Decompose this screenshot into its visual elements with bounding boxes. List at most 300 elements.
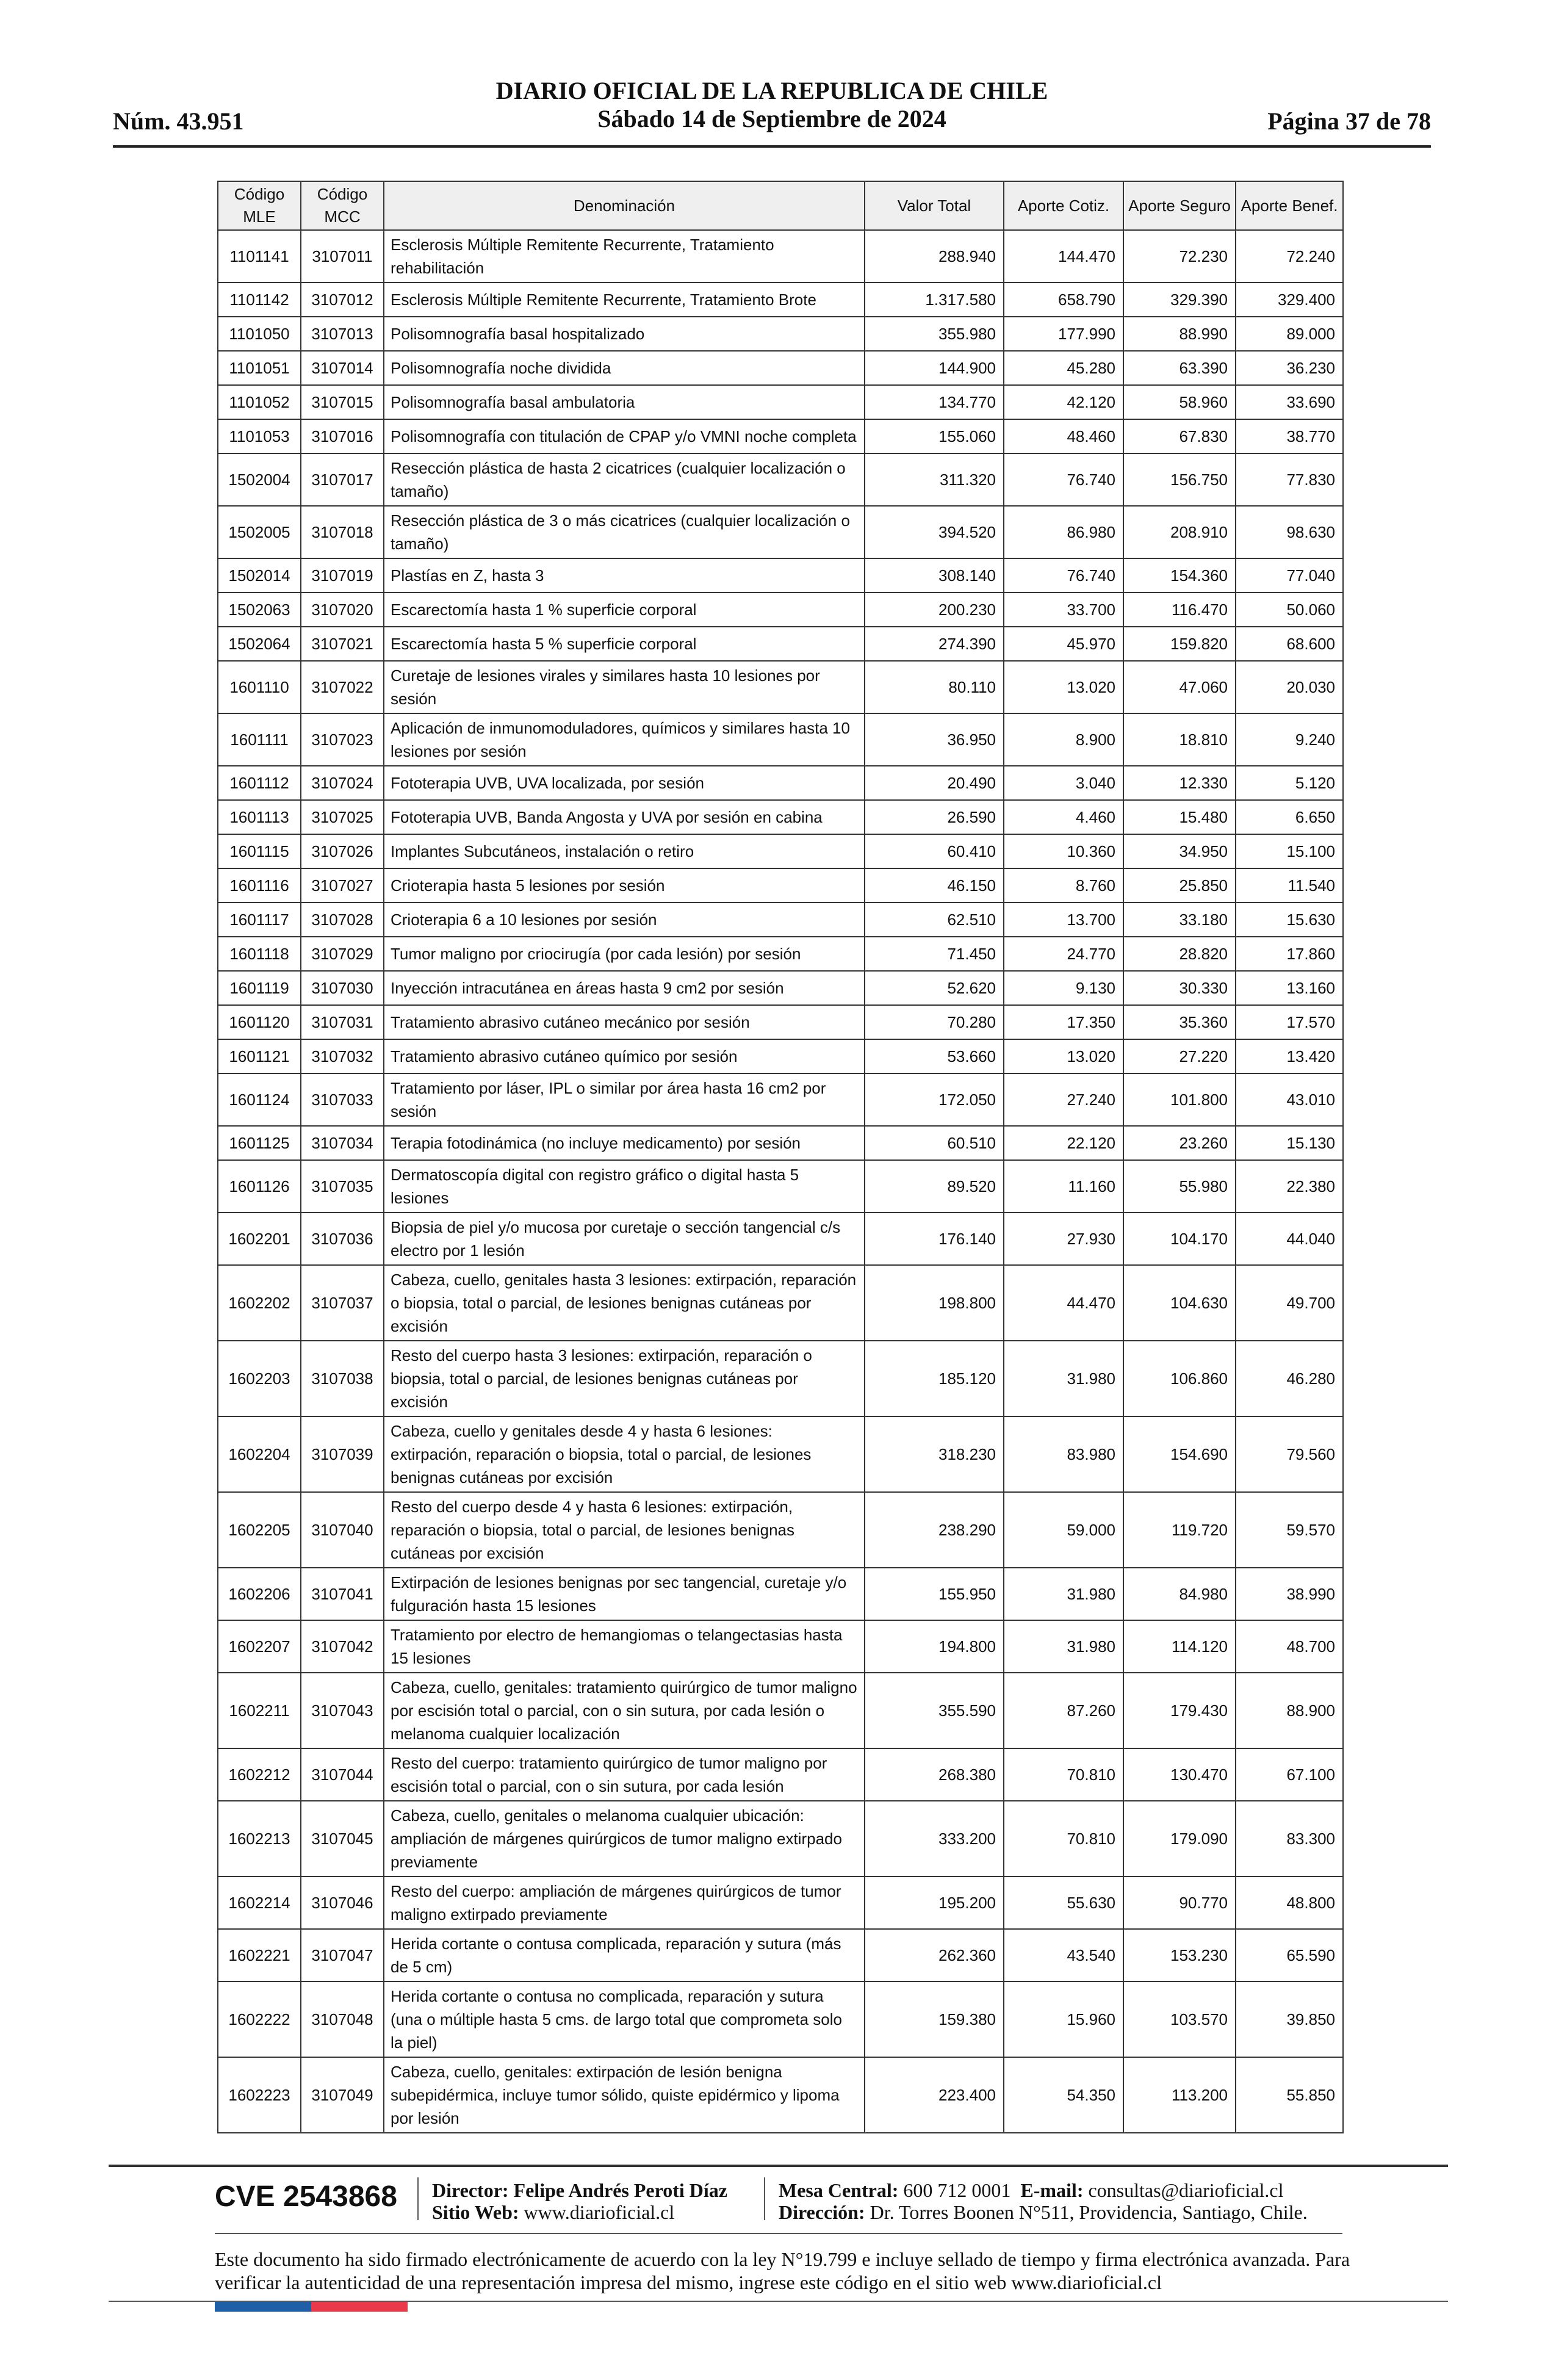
cell-aporte-cotiz: 8.900 <box>1004 713 1123 766</box>
cell-aporte-seguro: 23.260 <box>1123 1126 1236 1160</box>
cell-aporte-cotiz: 13.020 <box>1004 1039 1123 1073</box>
cell-aporte-benef: 50.060 <box>1236 593 1343 627</box>
cell-aporte-cotiz: 70.810 <box>1004 1801 1123 1877</box>
cell-aporte-benef: 48.800 <box>1236 1877 1343 1929</box>
cell-aporte-seguro: 154.360 <box>1123 558 1236 593</box>
cell-aporte-benef: 49.700 <box>1236 1265 1343 1341</box>
cell-code-mcc: 3107047 <box>301 1929 384 1982</box>
cell-code-mle: 1602222 <box>218 1982 301 2057</box>
footer-divider <box>109 2165 1448 2167</box>
cell-code-mcc: 3107027 <box>301 868 384 903</box>
address-label: Dirección: <box>779 2201 865 2223</box>
cell-aporte-benef: 17.570 <box>1236 1005 1343 1039</box>
cell-aporte-benef: 17.860 <box>1236 937 1343 971</box>
table-body <box>218 230 1343 2133</box>
cell-aporte-seguro: 47.060 <box>1123 661 1236 713</box>
table-row <box>218 1039 1343 1073</box>
cell-aporte-cotiz: 4.460 <box>1004 800 1123 834</box>
cell-denominacion: Resección plástica de hasta 2 cicatrices (cualquier localización o tamaño) <box>384 453 865 506</box>
cell-code-mle: 1602203 <box>218 1341 301 1416</box>
cell-code-mcc: 3107024 <box>301 766 384 800</box>
cell-denominacion: Esclerosis Múltiple Remitente Recurrente, Tratamiento Brote <box>384 283 865 317</box>
table-row <box>218 1620 1343 1673</box>
cell-denominacion: Polisomnografía con titulación de CPAP y/o VMNI noche completa <box>384 419 865 453</box>
cell-aporte-seguro: 33.180 <box>1123 903 1236 937</box>
cell-aporte-seguro: 154.690 <box>1123 1416 1236 1492</box>
cell-code-mcc: 3107044 <box>301 1748 384 1801</box>
cell-code-mcc: 3107031 <box>301 1005 384 1039</box>
cell-code-mcc: 3107011 <box>301 230 384 283</box>
cell-code-mle: 1602213 <box>218 1801 301 1877</box>
cell-aporte-seguro: 106.860 <box>1123 1341 1236 1416</box>
cell-aporte-cotiz: 11.160 <box>1004 1160 1123 1213</box>
cell-aporte-benef: 72.240 <box>1236 230 1343 283</box>
cell-aporte-cotiz: 177.990 <box>1004 317 1123 351</box>
cell-code-mle: 1601117 <box>218 903 301 937</box>
table-row <box>218 868 1343 903</box>
cell-valor-total: 70.280 <box>865 1005 1004 1039</box>
cell-aporte-cotiz: 31.980 <box>1004 1568 1123 1620</box>
table-row <box>218 1005 1343 1039</box>
table-row <box>218 453 1343 506</box>
cell-code-mle: 1601115 <box>218 834 301 868</box>
cell-aporte-seguro: 35.360 <box>1123 1005 1236 1039</box>
cell-aporte-seguro: 27.220 <box>1123 1039 1236 1073</box>
table-row <box>218 1929 1343 1982</box>
cell-aporte-cotiz: 86.980 <box>1004 506 1123 558</box>
cell-aporte-seguro: 113.200 <box>1123 2057 1236 2133</box>
cell-valor-total: 288.940 <box>865 230 1004 283</box>
cell-code-mle: 1601110 <box>218 661 301 713</box>
cell-aporte-seguro: 119.720 <box>1123 1492 1236 1568</box>
cell-aporte-cotiz: 45.970 <box>1004 627 1123 661</box>
cell-valor-total: 355.590 <box>865 1673 1004 1748</box>
cell-aporte-benef: 67.100 <box>1236 1748 1343 1801</box>
table-row <box>218 1982 1343 2057</box>
cell-aporte-cotiz: 10.360 <box>1004 834 1123 868</box>
cell-code-mle: 1101050 <box>218 317 301 351</box>
website-link[interactable]: www.diarioficial.cl <box>524 2201 675 2223</box>
cell-code-mle: 1602214 <box>218 1877 301 1929</box>
cell-denominacion: Resto del cuerpo: tratamiento quirúrgico de tumor maligno por escisión total o parcial, con o sin sutura, por cada lesión <box>384 1748 865 1801</box>
contact-block <box>779 2179 1308 2223</box>
table-row <box>218 661 1343 713</box>
cell-aporte-cotiz: 31.980 <box>1004 1341 1123 1416</box>
cell-aporte-seguro: 156.750 <box>1123 453 1236 506</box>
cell-aporte-cotiz: 54.350 <box>1004 2057 1123 2133</box>
issue-number: Núm. 43.951 <box>113 107 244 135</box>
cell-code-mle: 1502014 <box>218 558 301 593</box>
cell-code-mcc: 3107029 <box>301 937 384 971</box>
col-header-aporte-cotiz: Aporte Cotiz. <box>1004 181 1123 230</box>
cell-code-mcc: 3107043 <box>301 1673 384 1748</box>
cell-aporte-cotiz: 55.630 <box>1004 1877 1123 1929</box>
footer-separator <box>764 2177 765 2220</box>
table-row <box>218 593 1343 627</box>
cell-valor-total: 20.490 <box>865 766 1004 800</box>
mesa-label: Mesa Central: <box>779 2179 899 2201</box>
cell-valor-total: 262.360 <box>865 1929 1004 1982</box>
cell-code-mcc: 3107023 <box>301 713 384 766</box>
cell-code-mle: 1502064 <box>218 627 301 661</box>
table-row <box>218 1160 1343 1213</box>
table-row <box>218 1265 1343 1341</box>
cell-code-mle: 1601113 <box>218 800 301 834</box>
col-header-denominacion: Denominación <box>384 181 865 230</box>
cell-code-mcc: 3107016 <box>301 419 384 453</box>
table-row <box>218 1213 1343 1265</box>
table-row <box>218 419 1343 453</box>
cell-denominacion: Escarectomía hasta 5 % superficie corporal <box>384 627 865 661</box>
cell-aporte-seguro: 116.470 <box>1123 593 1236 627</box>
cell-valor-total: 46.150 <box>865 868 1004 903</box>
cell-denominacion: Tratamiento abrasivo cutáneo químico por sesión <box>384 1039 865 1073</box>
cell-code-mle: 1601119 <box>218 971 301 1005</box>
cell-valor-total: 144.900 <box>865 351 1004 385</box>
address-text: Dr. Torres Boonen N°511, Providencia, Santiago, Chile. <box>870 2201 1308 2223</box>
cell-code-mcc: 3107046 <box>301 1877 384 1929</box>
cell-code-mcc: 3107033 <box>301 1073 384 1126</box>
cell-denominacion: Resto del cuerpo desde 4 y hasta 6 lesiones: extirpación, reparación o biopsia, total o parcial, de lesiones benignas cutáneas por excisión <box>384 1492 865 1568</box>
cell-aporte-benef: 65.590 <box>1236 1929 1343 1982</box>
cell-aporte-seguro: 130.470 <box>1123 1748 1236 1801</box>
cell-code-mle: 1101053 <box>218 419 301 453</box>
cell-aporte-benef: 15.630 <box>1236 903 1343 937</box>
cell-aporte-cotiz: 70.810 <box>1004 1748 1123 1801</box>
cell-aporte-seguro: 153.230 <box>1123 1929 1236 1982</box>
cell-aporte-cotiz: 31.980 <box>1004 1620 1123 1673</box>
table-row <box>218 800 1343 834</box>
table-row <box>218 1748 1343 1801</box>
cell-aporte-benef: 15.130 <box>1236 1126 1343 1160</box>
cell-denominacion: Cabeza, cuello, genitales: tratamiento quirúrgico de tumor maligno por escisión total o parcial, con o sin sutura, por cada lesión o melanoma cualquier localización <box>384 1673 865 1748</box>
cell-valor-total: 71.450 <box>865 937 1004 971</box>
cell-denominacion: Plastías en Z, hasta 3 <box>384 558 865 593</box>
cell-valor-total: 355.980 <box>865 317 1004 351</box>
cell-aporte-seguro: 114.120 <box>1123 1620 1236 1673</box>
cell-aporte-cotiz: 144.470 <box>1004 230 1123 283</box>
director-label: Director: <box>432 2179 509 2201</box>
cell-denominacion: Terapia fotodinámica (no incluye medicamento) por sesión <box>384 1126 865 1160</box>
cell-code-mle: 1601125 <box>218 1126 301 1160</box>
cell-aporte-cotiz: 43.540 <box>1004 1929 1123 1982</box>
cell-aporte-cotiz: 13.020 <box>1004 661 1123 713</box>
cell-code-mle: 1601112 <box>218 766 301 800</box>
email-link[interactable]: consultas@diarioficial.cl <box>1088 2179 1284 2201</box>
table-row <box>218 1568 1343 1620</box>
cell-aporte-seguro: 179.430 <box>1123 1673 1236 1748</box>
cell-valor-total: 198.800 <box>865 1265 1004 1341</box>
table-row <box>218 1341 1343 1416</box>
cell-aporte-cotiz: 76.740 <box>1004 453 1123 506</box>
cell-aporte-benef: 98.630 <box>1236 506 1343 558</box>
cell-code-mle: 1602212 <box>218 1748 301 1801</box>
cell-aporte-benef: 43.010 <box>1236 1073 1343 1126</box>
cell-code-mcc: 3107026 <box>301 834 384 868</box>
table-row <box>218 937 1343 971</box>
cell-code-mle: 1502004 <box>218 453 301 506</box>
cell-aporte-benef: 83.300 <box>1236 1801 1343 1877</box>
cell-aporte-cotiz: 8.760 <box>1004 868 1123 903</box>
cell-aporte-seguro: 104.630 <box>1123 1265 1236 1341</box>
col-header-mle: Código MLE <box>218 181 301 230</box>
cell-aporte-cotiz: 9.130 <box>1004 971 1123 1005</box>
cell-valor-total: 52.620 <box>865 971 1004 1005</box>
cell-valor-total: 159.380 <box>865 1982 1004 2057</box>
cell-code-mle: 1101141 <box>218 230 301 283</box>
cell-aporte-benef: 11.540 <box>1236 868 1343 903</box>
cell-aporte-seguro: 101.800 <box>1123 1073 1236 1126</box>
cell-code-mcc: 3107042 <box>301 1620 384 1673</box>
col-header-valor-total: Valor Total <box>865 181 1004 230</box>
cell-denominacion: Crioterapia 6 a 10 lesiones por sesión <box>384 903 865 937</box>
cell-aporte-cotiz: 76.740 <box>1004 558 1123 593</box>
newspaper-title: DIARIO OFICIAL DE LA REPUBLICA DE CHILE <box>495 77 1048 104</box>
cell-aporte-benef: 6.650 <box>1236 800 1343 834</box>
cell-code-mcc: 3107040 <box>301 1492 384 1568</box>
cell-valor-total: 223.400 <box>865 2057 1004 2133</box>
legal-notice: Este documento ha sido firmado electrónicamente de acuerdo con la ley N°19.799 e incluye sellado de tiempo y firma electrónica avanzada. Para verificar la autenticidad de una representación impresa del mismo, ingrese este código en el sitio web www.diarioficial.cl <box>215 2248 1350 2293</box>
table-row <box>218 1126 1343 1160</box>
table-row <box>218 903 1343 937</box>
table-row <box>218 230 1343 283</box>
table-row <box>218 1073 1343 1126</box>
cell-aporte-benef: 39.850 <box>1236 1982 1343 2057</box>
cell-denominacion: Resección plástica de 3 o más cicatrices (cualquier localización o tamaño) <box>384 506 865 558</box>
cell-code-mcc: 3107014 <box>301 351 384 385</box>
cell-code-mcc: 3107030 <box>301 971 384 1005</box>
table-row <box>218 713 1343 766</box>
cell-aporte-benef: 48.700 <box>1236 1620 1343 1673</box>
masthead <box>113 77 1431 133</box>
table-row <box>218 1673 1343 1748</box>
cell-aporte-seguro: 15.480 <box>1123 800 1236 834</box>
cell-aporte-seguro: 55.980 <box>1123 1160 1236 1213</box>
cell-valor-total: 26.590 <box>865 800 1004 834</box>
cell-denominacion: Tratamiento por láser, IPL o similar por área hasta 16 cm2 por sesión <box>384 1073 865 1126</box>
cell-valor-total: 1.317.580 <box>865 283 1004 317</box>
cell-code-mle: 1601126 <box>218 1160 301 1213</box>
cell-code-mcc: 3107013 <box>301 317 384 351</box>
cell-code-mcc: 3107028 <box>301 903 384 937</box>
cell-denominacion: Curetaje de lesiones virales y similares hasta 10 lesiones por sesión <box>384 661 865 713</box>
cell-valor-total: 333.200 <box>865 1801 1004 1877</box>
cell-aporte-seguro: 179.090 <box>1123 1801 1236 1877</box>
cell-aporte-seguro: 58.960 <box>1123 385 1236 419</box>
cell-code-mcc: 3107034 <box>301 1126 384 1160</box>
cell-aporte-cotiz: 48.460 <box>1004 419 1123 453</box>
table-row <box>218 2057 1343 2133</box>
table-row <box>218 1877 1343 1929</box>
cell-code-mle: 1101052 <box>218 385 301 419</box>
cell-code-mle: 1502005 <box>218 506 301 558</box>
cell-aporte-seguro: 72.230 <box>1123 230 1236 283</box>
cell-denominacion: Resto del cuerpo hasta 3 lesiones: extirpación, reparación o biopsia, total o parcial, de lesiones benignas cutáneas por excisión <box>384 1341 865 1416</box>
cell-code-mcc: 3107038 <box>301 1341 384 1416</box>
cell-aporte-cotiz: 22.120 <box>1004 1126 1123 1160</box>
cell-aporte-benef: 77.830 <box>1236 453 1343 506</box>
cell-aporte-benef: 33.690 <box>1236 385 1343 419</box>
cell-aporte-benef: 46.280 <box>1236 1341 1343 1416</box>
cell-denominacion: Dermatoscopía digital con registro gráfico o digital hasta 5 lesiones <box>384 1160 865 1213</box>
cell-denominacion: Tumor maligno por criocirugía (por cada lesión) por sesión <box>384 937 865 971</box>
cell-aporte-benef: 36.230 <box>1236 351 1343 385</box>
cell-aporte-seguro: 103.570 <box>1123 1982 1236 2057</box>
cell-aporte-cotiz: 45.280 <box>1004 351 1123 385</box>
cell-code-mle: 1601116 <box>218 868 301 903</box>
cell-aporte-benef: 13.160 <box>1236 971 1343 1005</box>
cell-aporte-benef: 89.000 <box>1236 317 1343 351</box>
footer-thin-divider <box>215 2233 1342 2234</box>
cell-code-mle: 1601120 <box>218 1005 301 1039</box>
cell-code-mcc: 3107020 <box>301 593 384 627</box>
cell-code-mle: 1502063 <box>218 593 301 627</box>
cell-valor-total: 195.200 <box>865 1877 1004 1929</box>
cell-valor-total: 172.050 <box>865 1073 1004 1126</box>
table-row <box>218 506 1343 558</box>
email-label: E-mail: <box>1020 2179 1084 2201</box>
cell-aporte-benef: 59.570 <box>1236 1492 1343 1568</box>
cell-aporte-benef: 15.100 <box>1236 834 1343 868</box>
cell-code-mle: 1602221 <box>218 1929 301 1982</box>
cell-code-mcc: 3107045 <box>301 1801 384 1877</box>
cell-aporte-benef: 55.850 <box>1236 2057 1343 2133</box>
col-header-aporte-benef: Aporte Benef. <box>1236 181 1343 230</box>
cell-aporte-benef: 9.240 <box>1236 713 1343 766</box>
flag-bar-red <box>311 2302 408 2312</box>
cell-valor-total: 238.290 <box>865 1492 1004 1568</box>
cell-aporte-benef: 77.040 <box>1236 558 1343 593</box>
cell-aporte-cotiz: 24.770 <box>1004 937 1123 971</box>
cell-aporte-benef: 329.400 <box>1236 283 1343 317</box>
cell-denominacion: Extirpación de lesiones benignas por sec tangencial, curetaje y/o fulguración hasta 15 lesiones <box>384 1568 865 1620</box>
cell-denominacion: Implantes Subcutáneos, instalación o retiro <box>384 834 865 868</box>
table-row <box>218 627 1343 661</box>
cell-valor-total: 185.120 <box>865 1341 1004 1416</box>
table-row <box>218 1801 1343 1877</box>
table-row <box>218 283 1343 317</box>
cell-code-mle: 1101051 <box>218 351 301 385</box>
cell-valor-total: 176.140 <box>865 1213 1004 1265</box>
cell-code-mle: 1601118 <box>218 937 301 971</box>
cell-aporte-seguro: 67.830 <box>1123 419 1236 453</box>
publication-date: Sábado 14 de Septiembre de 2024 <box>597 105 946 132</box>
cell-valor-total: 394.520 <box>865 506 1004 558</box>
cell-aporte-cotiz: 87.260 <box>1004 1673 1123 1748</box>
cell-code-mle: 1101142 <box>218 283 301 317</box>
cell-aporte-seguro: 84.980 <box>1123 1568 1236 1620</box>
page-number: Página 37 de 78 <box>1267 107 1431 135</box>
cell-aporte-benef: 44.040 <box>1236 1213 1343 1265</box>
cell-denominacion: Escarectomía hasta 1 % superficie corporal <box>384 593 865 627</box>
cell-code-mle: 1602206 <box>218 1568 301 1620</box>
cell-code-mcc: 3107015 <box>301 385 384 419</box>
cell-code-mle: 1602201 <box>218 1213 301 1265</box>
cell-aporte-cotiz: 658.790 <box>1004 283 1123 317</box>
cell-aporte-seguro: 104.170 <box>1123 1213 1236 1265</box>
cell-valor-total: 53.660 <box>865 1039 1004 1073</box>
col-header-aporte-seguro: Aporte Seguro <box>1123 181 1236 230</box>
cell-aporte-cotiz: 59.000 <box>1004 1492 1123 1568</box>
cell-aporte-seguro: 25.850 <box>1123 868 1236 903</box>
cell-valor-total: 268.380 <box>865 1748 1004 1801</box>
cell-code-mcc: 3107039 <box>301 1416 384 1492</box>
director-block <box>432 2179 727 2223</box>
cell-aporte-seguro: 30.330 <box>1123 971 1236 1005</box>
cell-denominacion: Tratamiento por electro de hemangiomas o telangectasias hasta 15 lesiones <box>384 1620 865 1673</box>
cell-aporte-benef: 20.030 <box>1236 661 1343 713</box>
cell-aporte-cotiz: 27.930 <box>1004 1213 1123 1265</box>
director-name: Felipe Andrés Peroti Díaz <box>513 2179 727 2201</box>
mesa-phone: 600 712 0001 <box>903 2179 1011 2201</box>
cell-denominacion: Fototerapia UVB, Banda Angosta y UVA por sesión en cabina <box>384 800 865 834</box>
cell-code-mcc: 3107041 <box>301 1568 384 1620</box>
cve-code: CVE 2543868 <box>215 2180 397 2213</box>
table-row <box>218 317 1343 351</box>
cell-denominacion: Tratamiento abrasivo cutáneo mecánico por sesión <box>384 1005 865 1039</box>
table-row <box>218 971 1343 1005</box>
cell-code-mle: 1602204 <box>218 1416 301 1492</box>
cell-valor-total: 80.110 <box>865 661 1004 713</box>
cell-aporte-seguro: 329.390 <box>1123 283 1236 317</box>
cell-valor-total: 311.320 <box>865 453 1004 506</box>
page-header <box>113 73 1431 148</box>
cell-aporte-seguro: 159.820 <box>1123 627 1236 661</box>
cell-valor-total: 134.770 <box>865 385 1004 419</box>
table-row <box>218 351 1343 385</box>
cell-aporte-cotiz: 42.120 <box>1004 385 1123 419</box>
cell-code-mcc: 3107022 <box>301 661 384 713</box>
cell-aporte-cotiz: 33.700 <box>1004 593 1123 627</box>
cell-code-mcc: 3107036 <box>301 1213 384 1265</box>
cell-code-mle: 1601121 <box>218 1039 301 1073</box>
flag-bar-blue <box>215 2302 311 2312</box>
cell-code-mcc: 3107017 <box>301 453 384 506</box>
cell-aporte-seguro: 88.990 <box>1123 317 1236 351</box>
table-row <box>218 1492 1343 1568</box>
cell-valor-total: 274.390 <box>865 627 1004 661</box>
cell-aporte-benef: 79.560 <box>1236 1416 1343 1492</box>
cell-valor-total: 60.510 <box>865 1126 1004 1160</box>
website-label: Sitio Web: <box>432 2201 519 2223</box>
cell-denominacion: Resto del cuerpo: ampliación de márgenes quirúrgicos de tumor maligno extirpado previamente <box>384 1877 865 1929</box>
footer-separator <box>417 2177 419 2220</box>
table-row <box>218 558 1343 593</box>
cell-code-mle: 1601111 <box>218 713 301 766</box>
cell-aporte-benef: 68.600 <box>1236 627 1343 661</box>
cell-code-mcc: 3107049 <box>301 2057 384 2133</box>
cell-valor-total: 36.950 <box>865 713 1004 766</box>
cell-denominacion: Herida cortante o contusa complicada, reparación y sutura (más de 5 cm) <box>384 1929 865 1982</box>
col-header-mcc: Código MCC <box>301 181 384 230</box>
cell-aporte-benef: 38.770 <box>1236 419 1343 453</box>
cell-code-mle: 1602207 <box>218 1620 301 1673</box>
cell-denominacion: Polisomnografía noche dividida <box>384 351 865 385</box>
cell-code-mcc: 3107032 <box>301 1039 384 1073</box>
cell-code-mcc: 3107012 <box>301 283 384 317</box>
cell-code-mcc: 3107037 <box>301 1265 384 1341</box>
table-row <box>218 834 1343 868</box>
cell-aporte-seguro: 90.770 <box>1123 1877 1236 1929</box>
cell-code-mcc: 3107035 <box>301 1160 384 1213</box>
cell-code-mcc: 3107019 <box>301 558 384 593</box>
cell-aporte-cotiz: 83.980 <box>1004 1416 1123 1492</box>
cell-aporte-cotiz: 44.470 <box>1004 1265 1123 1341</box>
cell-valor-total: 89.520 <box>865 1160 1004 1213</box>
cell-valor-total: 308.140 <box>865 558 1004 593</box>
cell-aporte-cotiz: 15.960 <box>1004 1982 1123 2057</box>
table-row <box>218 1416 1343 1492</box>
